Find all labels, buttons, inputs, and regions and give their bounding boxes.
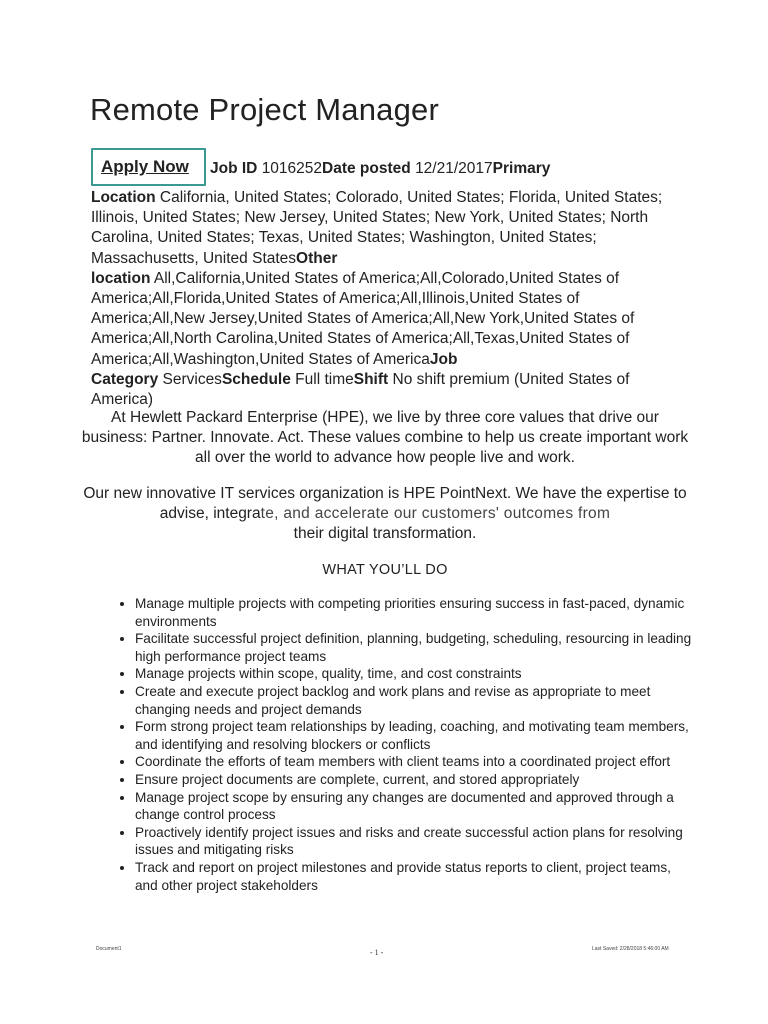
duties-list [110,595,695,894]
pointnext-text-a: Our new innovative IT services organization is HPE PointNext. We have the expertise to advise, integra [83,485,687,523]
schedule-value: Full time [295,370,354,388]
pointnext-text-c: their digital transformation. [293,525,477,543]
job-category-label-b: Category [91,370,159,388]
job-id-value: 1016252 [261,160,323,177]
list-item: • Form strong project team relationships by leading, coaching, and motivating team members, and identifying and resolving blockers or conflicts [135,718,695,753]
list-item: • Manage multiple projects with competing priorities ensuring success in fast-paced, dynamic environments [135,595,695,630]
other-location-label-a: Other [296,249,338,267]
footer-last-saved: Last Saved: 2/28/2018 5:46:00 AM [592,946,669,952]
list-item: • Facilitate successful project definition, planning, budgeting, scheduling, resourcing in leading high performance project teams [135,630,695,665]
pointnext-text-b: te, and accelerate our customers' outcomes from [260,505,611,523]
job-category-label-a: Job [429,350,458,368]
primary-location-label-a: Primary [492,160,551,177]
apply-now-label[interactable]: Apply Now [101,157,189,176]
shift-value: No shift premium (United States of America) [91,370,630,409]
intro-paragraph: At Hewlett Packard Enterprise (HPE), we live by three core values that drive our business: Partner. Innovate. Act. These values combine to help us create important work all over the world to advance how people live and work. [81,409,689,467]
list-item: • Ensure project documents are complete, current, and stored appropriately [135,771,695,789]
other-location-value: All,California,United States of America;All,Colorado,United States of America;All,Florida,United States of America;All,Illinois,United States of America;All,New Jersey,United States of America;All,New York,United States of America;All,North Carolina,United States of America;All,Texas,United States of America;All,Washington,United States of America [91,269,635,368]
job-details [91,188,671,410]
shift-label: Shift [353,370,389,388]
job-category-value: Services [162,370,222,388]
schedule-label: Schedule [221,370,291,388]
section-heading: WHAT YOU’LL DO [322,562,448,578]
list-item: • Create and execute project backlog and work plans and revise as appropriate to meet changing needs and project demands [135,683,695,718]
primary-location-value: California, United States; Colorado, United States; Florida, United States; Illinois, United States; New Jersey, United States; New York, United States; North Carolina, United States; Texas, United States; Washington, United States; Massachusetts, United States [91,189,663,267]
job-title: Remote Project Manager [90,92,440,127]
job-id-label: Job ID [210,160,258,177]
pointnext-paragraph [80,484,690,545]
footer-document-name: Document1 [96,946,122,952]
list-item: • Coordinate the efforts of team members with client teams into a coordinated project effort [135,753,695,771]
list-item: • Track and report on project milestones and provide status reports to client, project teams, and other project stakeholders [135,859,695,894]
date-posted-value: 12/21/2017 [415,160,493,177]
other-location-label-b: location [91,269,151,287]
primary-location-label-b: Location [91,189,156,206]
job-meta-line [210,159,550,179]
date-posted-label: Date posted [322,160,411,177]
page-number: - 1 - [370,948,384,957]
list-item: • Manage project scope by ensuring any changes are documented and approved through a change control process [135,789,695,824]
list-item: • Proactively identify project issues and risks and create successful action plans for resolving issues and mitigating risks [135,824,695,859]
list-item: • Manage projects within scope, quality, time, and cost constraints [135,665,695,683]
apply-now-button[interactable] [91,148,206,186]
